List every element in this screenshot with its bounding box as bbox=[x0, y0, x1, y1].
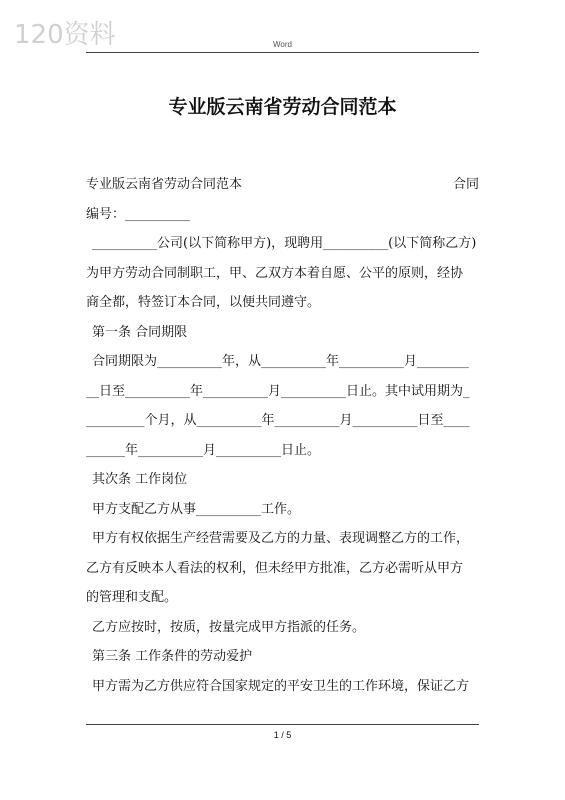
paragraph-line: 甲方有权依据生产经营需要及乙方的力量、表现调整乙方的工作， bbox=[92, 531, 470, 546]
section-heading: 其次条 工作岗位 bbox=[92, 472, 188, 487]
intro-line bbox=[86, 170, 479, 200]
paragraph-line: 乙方有反映本人看法的权利，但未经甲方批准，乙方必需听从甲方 bbox=[86, 560, 464, 576]
header-rule bbox=[86, 52, 479, 53]
section-heading: 第三条 工作条件的劳动爱护 bbox=[92, 649, 253, 664]
paragraph-line: 为甲方劳动合同制职工，甲、乙双方本着自愿、公平的原则，经协 bbox=[86, 265, 464, 281]
watermark: 120资料 bbox=[14, 20, 116, 50]
paragraph-line: ______年__________月__________日止。 bbox=[86, 442, 321, 458]
paragraph-line: 商全都，特签订本合同，以便共同遵守。 bbox=[86, 295, 321, 310]
paragraph-line: 甲方支配乙方从事__________工作。 bbox=[92, 501, 301, 517]
paragraph-line: 合同期限为__________年，从__________年__________月________ bbox=[92, 354, 470, 369]
contract-number: 编号：__________ bbox=[86, 206, 191, 222]
document-body bbox=[86, 170, 479, 701]
paragraph-line: 甲方需为乙方供应符合国家规定的平安卫生的工作环境，保证乙方 bbox=[92, 678, 470, 694]
section-heading: 第一条 合同期限 bbox=[92, 324, 188, 340]
header-label: Word bbox=[273, 40, 292, 49]
paragraph-line: __________公司(以下简称甲方)，现聘用__________(以下简称乙方) bbox=[92, 236, 477, 251]
paragraph-line: 乙方应按时，按质，按量完成甲方指派的任务。 bbox=[92, 619, 366, 635]
paragraph-line: _________个月，从__________年__________月__________日至____ bbox=[86, 413, 470, 428]
intro-right: 合同 bbox=[452, 177, 479, 192]
page-number: 1 / 5 bbox=[273, 730, 292, 740]
paragraph-line: __日至__________年__________月__________日止。其中试用期为_ bbox=[86, 383, 470, 399]
document-title: 专业版云南省劳动合同范本 bbox=[168, 96, 397, 118]
paragraph-line: 的管理和支配。 bbox=[86, 590, 178, 605]
footer-rule bbox=[86, 724, 479, 725]
intro-left: 专业版云南省劳动合同范本 bbox=[86, 177, 243, 192]
